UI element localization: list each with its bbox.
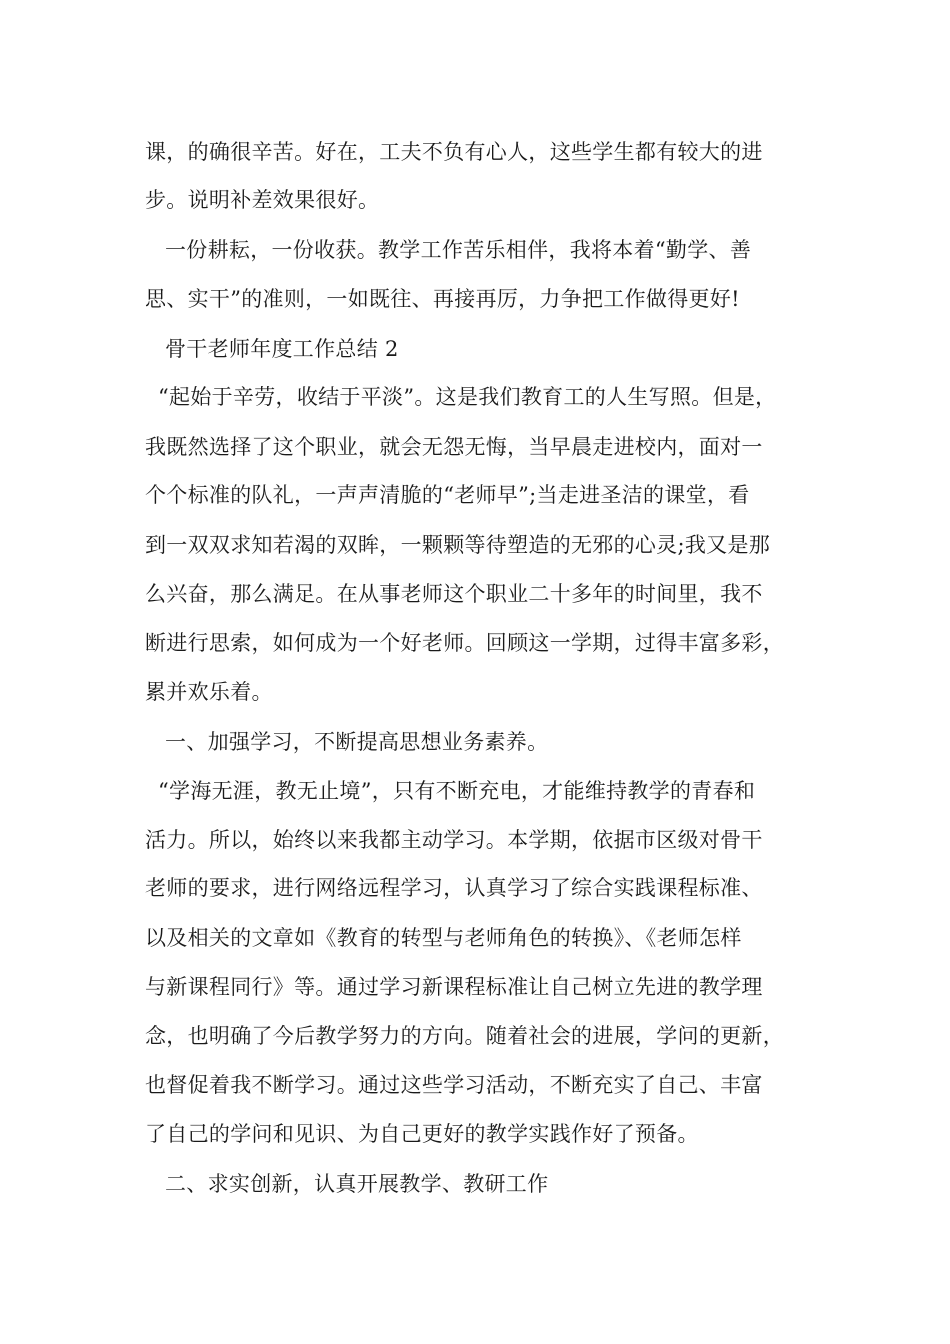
text-line: 我既然选择了这个职业，就会无怨无悔，当早晨走进校内，面对一	[145, 435, 763, 459]
text-line: 么兴奋，那么满足。在从事老师这个职业二十多年的时间里，我不	[145, 582, 763, 606]
text-line: 到一双双求知若渴的双眸，一颗颗等待塑造的无邪的心灵;我又是那	[145, 533, 771, 557]
text-line: 活力。所以，始终以来我都主动学习。本学期，依据市区级对骨干	[145, 828, 763, 852]
text-line: 累并欢乐着。	[145, 680, 273, 704]
paragraph-line: “学海无涯，教无止境”，只有不断充电，才能维持教学的青春和	[158, 779, 756, 803]
text-line: 了自己的学问和见识、为自己更好的教学实践作好了预备。	[145, 1122, 699, 1146]
text-line: 课，的确很辛苦。好在，工夫不负有心人，这些学生都有较大的进	[145, 140, 763, 164]
text-line: 以及相关的文章如《教育的转型与老师角色的转换》、《老师怎样	[145, 926, 742, 950]
text-line: 也督促着我不断学习。通过这些学习活动，不断充实了自己、丰富	[145, 1073, 763, 1097]
text-line: 断进行思索，如何成为一个好老师。回顾这一学期，过得丰富多彩，	[145, 631, 784, 655]
text-line: 与新课程同行》等。通过学习新课程标准让自己树立先进的教学理	[145, 975, 763, 999]
text-line: 念，也明确了今后教学努力的方向。随着社会的进展，学问的更新，	[145, 1024, 784, 1048]
section-heading: 一、加强学习，不断提高思想业务素养。	[165, 730, 549, 754]
paragraph-line: 一份耕耘，一份收获。教学工作苦乐相伴，我将本着“勤学、善	[165, 238, 752, 262]
text-line: 思、实干”的准则，一如既往、再接再厉，力争把工作做得更好!	[145, 287, 740, 311]
text-line: 老师的要求，进行网络远程学习，认真学习了综合实践课程标准、	[145, 876, 763, 900]
paragraph-line: “起始于辛劳，收结于平淡”。这是我们教育工的人生写照。但是，	[158, 385, 777, 409]
text-line: 个个标准的队礼，一声声清脆的“老师早”;当走进圣洁的课堂，看	[145, 483, 750, 507]
section-heading: 二、求实创新，认真开展教学、教研工作	[165, 1172, 549, 1196]
section-heading: 骨干老师年度工作总结 2	[165, 337, 399, 361]
text-line: 步。说明补差效果很好。	[145, 188, 380, 212]
